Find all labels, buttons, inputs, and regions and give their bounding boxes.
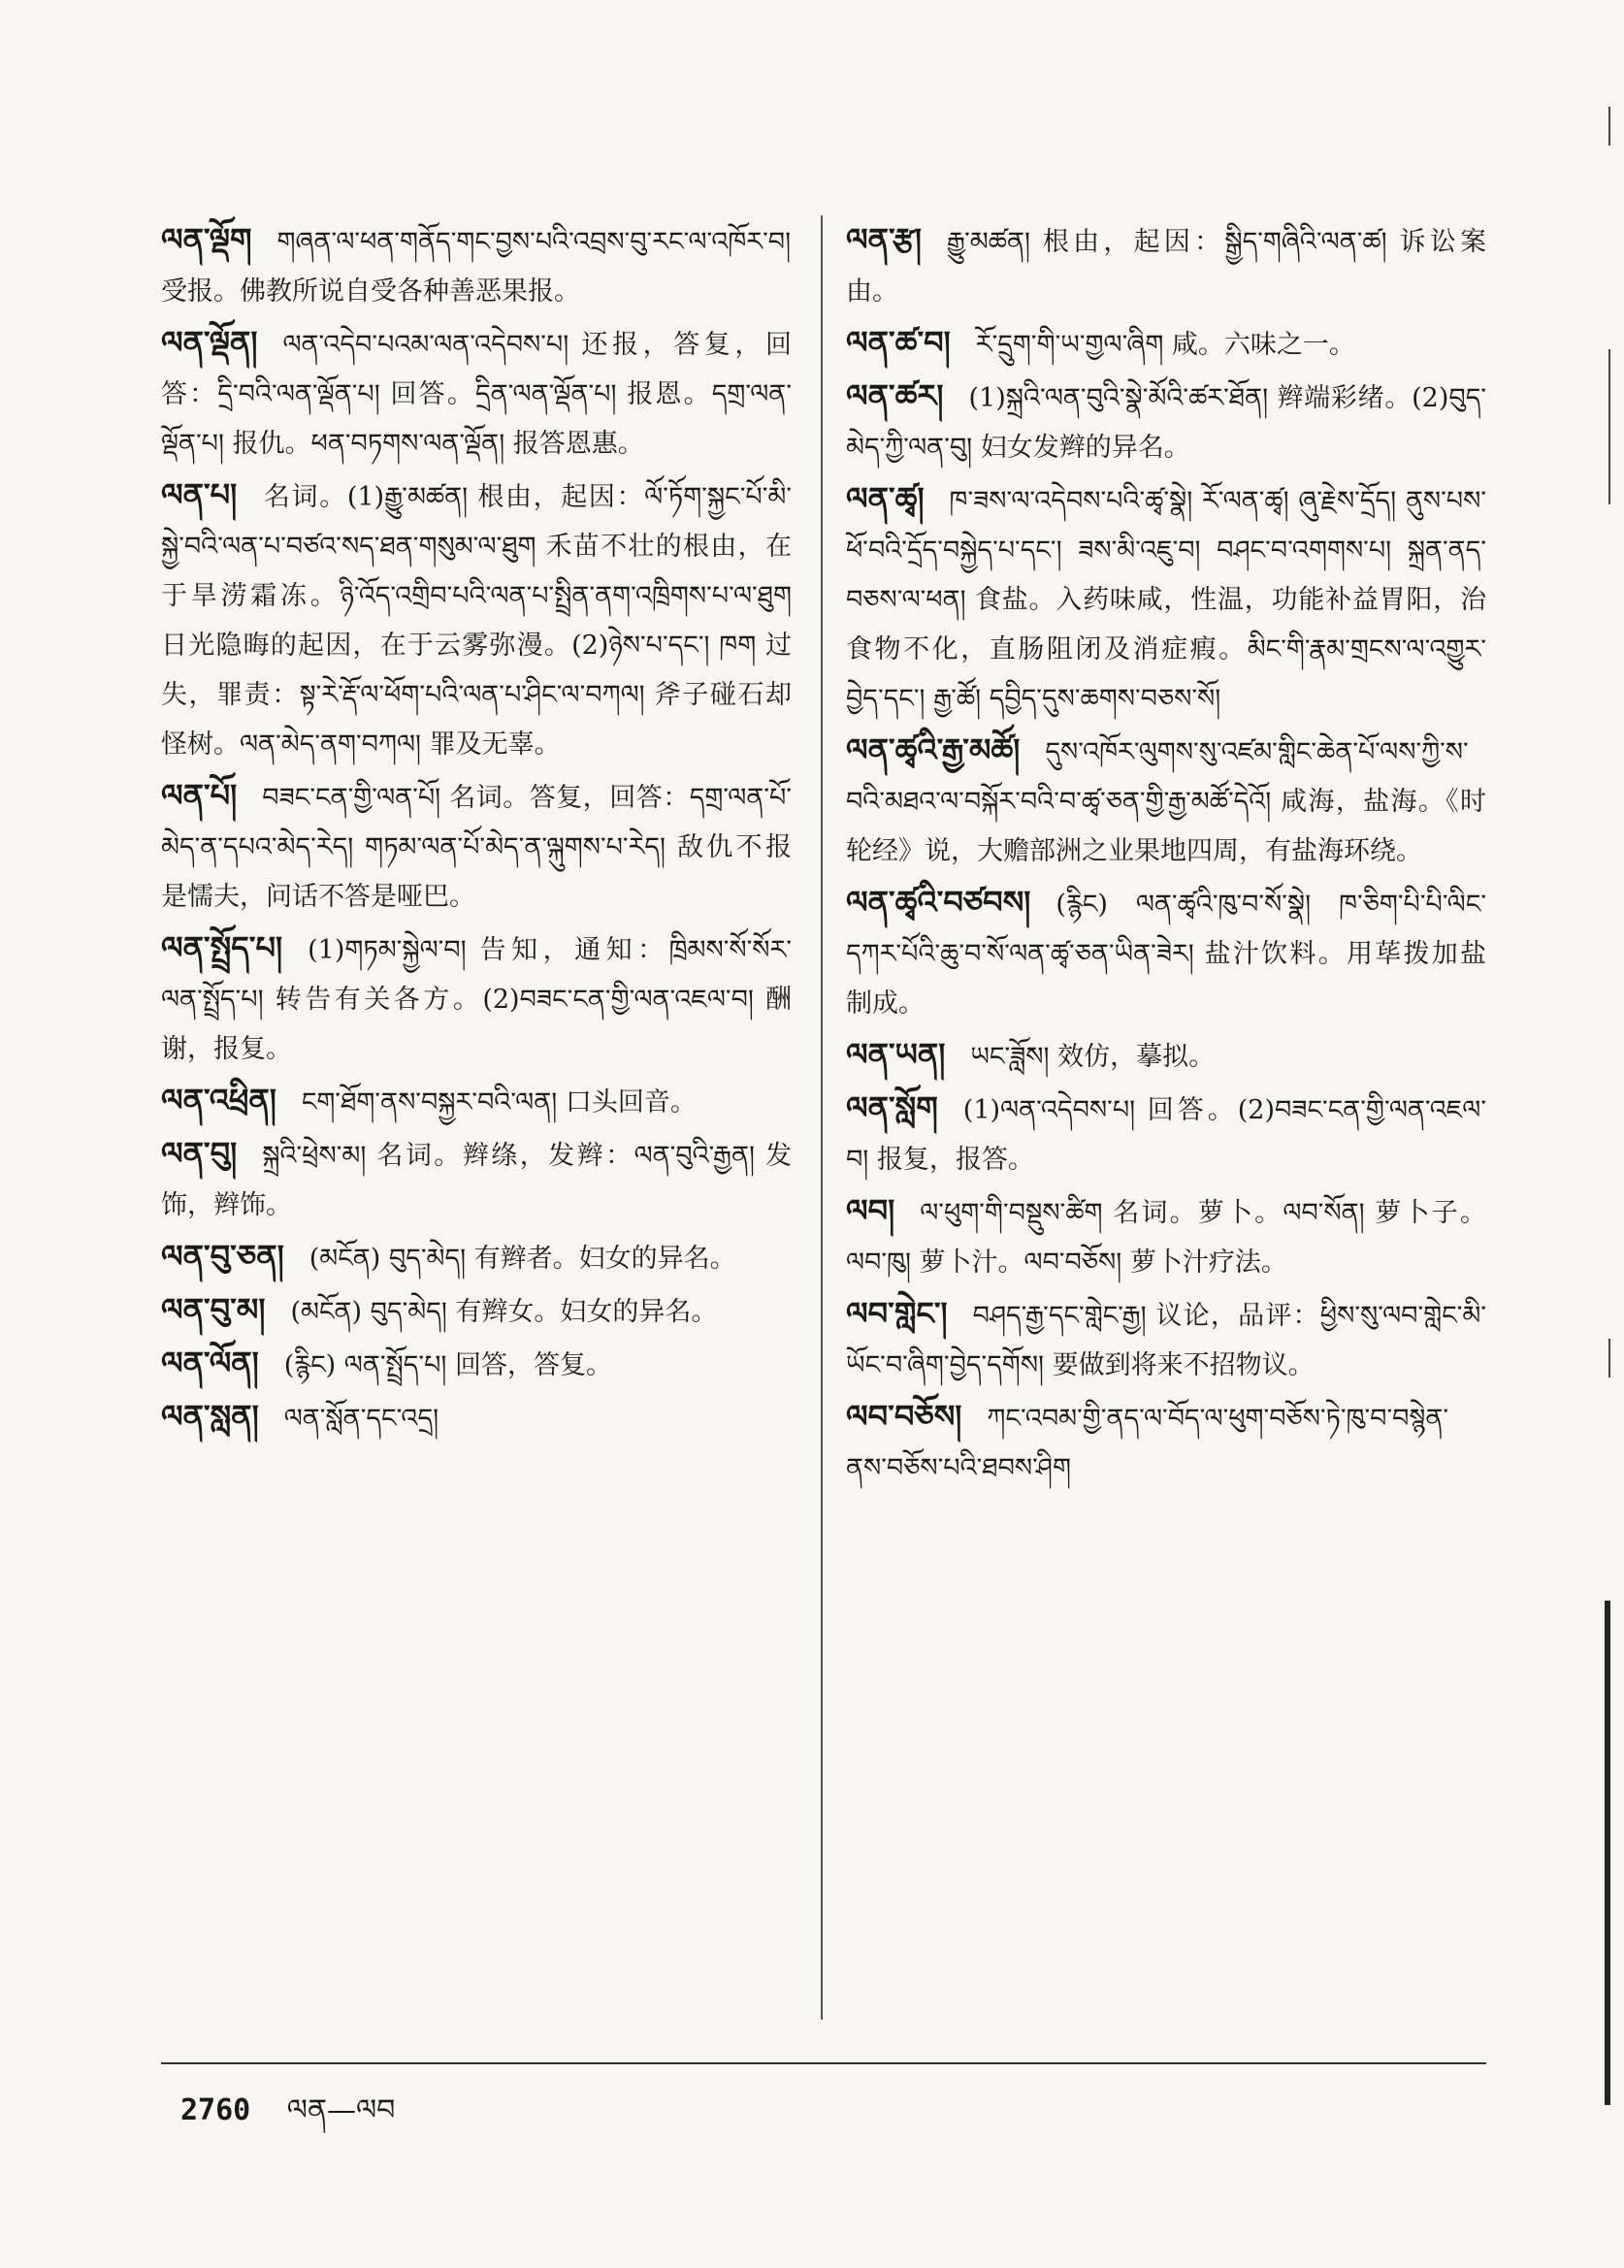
dictionary-entry <box>846 1030 1486 1082</box>
dictionary-entry <box>161 1392 792 1443</box>
entry-definition: ལན་འདེབ་པའམ་ལན་འདེབས་པ། 还报，答复，回答：དྲི་བའི་ལན་ལྡོན་པ། 回答。དྲིན་ལན་ལྡོན་པ། 报恩。དགྲ་ལན་ལྡོན་པ། 报仇。ཕན་བཏགས་ལན་ལྡོན། 报答恩惠。 <box>161 330 792 459</box>
dictionary-entry <box>161 318 792 469</box>
entry-definition: (1)སྐྲའི་ལན་བུའི་སྣེ་མོའི་ཚར་ཐོན། 辫端彩绪。(2)བུད་མེད་ཀྱི་ལན་བུ། 妇女发辫的异名。 <box>846 383 1486 463</box>
dictionary-entry <box>161 1232 792 1283</box>
entry-definition: ལ་ཕུག་གི་བསྡུས་ཚིག 名词。萝卜。ལབ་སོན། 萝卜子。ལབ་ཁུ། 萝卜汁。ལབ་བཅོས། 萝卜汁疗法。 <box>846 1198 1486 1278</box>
entry-headword: ལན་རྩ། <box>846 221 922 258</box>
dictionary-entry <box>846 1186 1486 1287</box>
right-column <box>846 215 1486 1495</box>
dictionary-entry <box>846 726 1486 876</box>
left-column <box>161 215 792 1445</box>
dictionary-entry <box>161 1129 792 1230</box>
footer-rule <box>161 2062 1486 2064</box>
entry-headword: ལན་པོ། <box>161 777 238 814</box>
entry-headword: ལན་ལྡོག <box>161 221 252 258</box>
entry-definition: དུས་འཁོར་ལུགས་སུ་འཛམ་གླིང་ཆེན་པོ་ལས་ཀྱི་ས་བའི་མཐའ་ལ་བསྐོར་བའི་བ་ཚྭ་ཅན་གྱི་རྒྱ་མཚོ་དེའོ། 咸海，盐海。《时轮经》说，大赡部洲之业果地四周，有盐海环绕。 <box>846 737 1486 866</box>
entry-headword: ལན་ཚ་བ། <box>846 324 951 361</box>
entry-definition: (རྙིང) ལན་སྤྲོད་པ། 回答，答复。 <box>283 1350 612 1380</box>
dictionary-entry <box>846 318 1486 370</box>
dictionary-entry <box>161 923 792 1074</box>
entry-headword: ལན་ཚྭ། <box>846 480 925 517</box>
margin-mark <box>1605 1601 1610 2105</box>
dictionary-entry <box>161 470 792 769</box>
entry-definition: (རྙིང) ལན་ཚྭའི་ཁུ་བ་སོ་སྣེ། ཁ་ཅིག་པི་པི་ལིང་དཀར་པོའི་ཆུ་བ་སོ་ལན་ཚྭ་ཅན་ཡིན་ཟེར། 盐汁饮料。用荜拨加盐制成。 <box>846 890 1486 1019</box>
entry-definition: 名词。(1)རྒྱུ་མཚན། 根由，起因：ལོ་ཏོག་སྐྱང་པོ་མི་སྐྱེ་བའི་ལན་པ་བཙའ་སད་ཐན་གསུམ་ལ་ཐུག 禾苗不壮的根由，在于旱涝霜冻。ཉི་འོད་འགྲིབ་པའི་ལན་པ་སྤྲིན་ནག་འཁྲིགས་པ་ལ་ཐུག 日光隐晦的起因，在于云雾弥漫。(2)ཉེས་པ་དང་། ཁག 过失，罪责：སྟ་རེ་རྡོ་ལ་ཕོག་པའི་ལན་པ་ཤིང་ལ་བཀལ། 斧子碰石却怪树。ལན་མེད་ནག་བཀལ། 罪及无辜。 <box>161 482 792 760</box>
entry-headword: ལན་ཚྭའི་རྒྱ་མཚོ། <box>846 731 1021 768</box>
entry-headword: ལན་བུ། <box>161 1135 238 1172</box>
scan-margin-marks <box>1585 0 1624 2268</box>
entry-definition: སྐྲའི་ཕྲེས་མ། 名词。辫绦，发辫：ལན་བུའི་རྒྱན། 发饰，辫饰。 <box>161 1141 792 1220</box>
entry-headword: ལན་བུ་ཅན། <box>161 1238 284 1275</box>
dictionary-entry <box>161 1076 792 1127</box>
entry-definition: (མངོན) བུད་མེད། 有辫者。妇女的异名。 <box>309 1244 736 1274</box>
entry-definition: (1)གཏམ་སྐྱེལ་བ། 告知，通知：ཁྲིམས་སོ་སོར་ལན་སྤྲོད་པ། 转告有关各方。(2)བཟང་ངན་གྱི་ལན་འཇལ་བ། 酬谢，报复。 <box>161 935 792 1064</box>
entry-headword: ལན་སླན། <box>161 1398 259 1435</box>
dictionary-entry <box>161 1285 792 1337</box>
dictionary-entry <box>846 372 1486 472</box>
entry-definition: ཀང་འབམ་གྱི་ནད་ལ་བོད་ལ་ཕུག་བཅོས་ཏེ་ཁུ་བ་བསྙེན་ནས་བཅོས་པའི་ཐབས་ཤིག <box>846 1404 1449 1483</box>
entry-headword: ལན་སྤྲོད་པ། <box>161 929 283 966</box>
dictionary-entry <box>846 1084 1486 1184</box>
dictionary-entry <box>161 215 792 316</box>
entry-headword: ལན་ཚར། <box>846 377 944 414</box>
entry-headword: ལན་བུ་མ། <box>161 1291 266 1328</box>
entry-definition: ལན་སློན་དང་འདྲ། <box>283 1404 439 1434</box>
margin-mark <box>1608 107 1610 146</box>
page-number: 2760 <box>180 2093 251 2127</box>
column-divider <box>821 215 823 2020</box>
entry-headword: ལབ། <box>846 1192 895 1229</box>
entry-definition: གཞན་ལ་ཕན་གནོད་གང་བྱས་པའི་འབྲས་བུ་རང་ལ་འཁོར་བ། 受报。佛教所说自受各种善恶果报。 <box>161 227 792 307</box>
entry-headword: ལན་འཕྲིན། <box>161 1082 276 1118</box>
entry-headword: ལན་ལྡོན། <box>161 324 258 361</box>
entry-headword: ལབ་གླེང་། <box>846 1295 948 1332</box>
entry-definition: ངག་ཐོག་ནས་བསྐྱར་བའི་ལན། 口头回音。 <box>301 1087 697 1118</box>
entry-headword: ལན་ཚྭའི་བཙབས། <box>846 884 1031 921</box>
dictionary-entry <box>846 1289 1486 1390</box>
dictionary-entry <box>846 215 1486 316</box>
page-range: ལན—ལབ <box>286 2093 396 2127</box>
dictionary-entry <box>161 1339 792 1390</box>
entry-definition: (1)ལན་འདེབས་པ། 回答。(2)བཟང་ངན་གྱི་ལན་འཇལ་བ། 报复，报答。 <box>846 1095 1486 1175</box>
page-footer <box>180 2078 395 2159</box>
dictionary-entry <box>161 771 792 922</box>
dictionary-entry <box>846 474 1486 724</box>
dictionary-entry <box>846 878 1486 1028</box>
entry-headword: ལན་ཡན། <box>846 1036 946 1073</box>
entry-definition: རྒྱུ་མཚན། 根由，起因：སྒྱིད་གཞིའི་ལན་ཚ། 诉讼案由。 <box>846 227 1486 307</box>
entry-headword: ལན་ལོན། <box>161 1345 259 1381</box>
entry-definition: ཡང་ཟློས། 效仿，摹拟。 <box>970 1042 1216 1072</box>
dictionary-entry <box>846 1392 1486 1493</box>
entry-headword: ལབ་བཅོས། <box>846 1398 962 1435</box>
entry-definition: རོ་དྲུག་གི་ཡ་གྱལ་ཞིག 咸。六味之一。 <box>975 330 1355 360</box>
entry-definition: (མངོན) བུད་མེད། 有辫女。妇女的异名。 <box>290 1297 718 1327</box>
entry-definition: བཤད་རྒྱ་དང་གླེང་རྒྱ། 议论，品评：ཕྱིས་སུ་ལབ་གླེང་མི་ཡོང་བ་ཞིག་བྱེད་དགོས། 要做到将来不招物议。 <box>846 1301 1486 1380</box>
entry-headword: ལན་པ། <box>161 476 238 513</box>
entry-headword: ལན་སློག <box>846 1089 938 1126</box>
margin-mark <box>1608 1339 1610 1377</box>
margin-mark <box>1608 349 1610 504</box>
entry-definition: བཟང་ངན་གྱི་ལན་པོ། 名词。答复，回答：དགྲ་ལན་པོ་མེད་ན་དཔའ་མེད་རེད། གཏམ་ལན་པོ་མེད་ན་ལྐུགས་པ་རེད། 敌仇不报是懦夫，问话不答是哑巴。 <box>161 783 792 912</box>
entry-definition: ཁ་ཟས་ལ་འདེབས་པའི་ཚྭ་སྣེ། རོ་ལན་ཚྭ། ཞུ་རྗེས་དྲོད། ནུས་པས་ཕོ་བའི་དྲོད་བསྐྱེད་པ་དང་། ཟས་མི་འཇུ་བ། བཤང་བ་འགགས་པ། སྐྲན་ནད་བཅས་ལ་ཕན། 食盐。入药味咸，性温，功能补益胃阳，治食物不化，直肠阻闭及消症瘕。མིང་གི་རྣམ་གྲངས་ལ་འགྱུར་བྱེད་དང་། རྒྱ་ཚོ། དབྱིད་དུས་ཆགས་བཅས་སོ། <box>846 486 1486 714</box>
